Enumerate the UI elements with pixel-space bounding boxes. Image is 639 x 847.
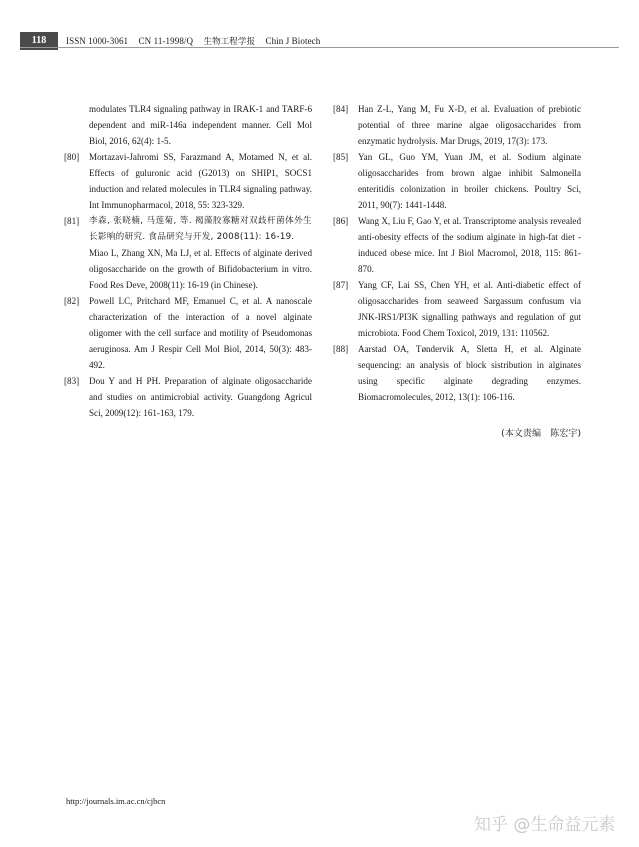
reference-text: Dou Y and H PH. Preparation of alginate oligosaccharide and studies on antimicrobial activity. Guangdong Agricul Sci, 2009(12): 161-163, 179. [89, 376, 312, 418]
reference-entry [333, 277, 581, 341]
reference-number: [83] [64, 376, 80, 386]
editor-note: (本文责编 陈宏宇) [501, 429, 581, 439]
reference-text: Yang CF, Lai SS, Chen YH, et al. Anti-diabetic effect of oligosaccharides from seaweed Sargassum confusum via JNK-IRS1/PI3K signalling pathways and regulation of gut microbiota. Food Chem Toxicol, 2019, 131: 110562. [358, 280, 581, 338]
reference-text: Yan GL, Guo YM, Yuan JM, et al. Sodium alginate oligosaccharides from brown algae inhibit Salmonella enteritidis colonization in broiler chickens. Poultry Sci, 2011, 90(7): 1441-1448. [358, 152, 581, 210]
left-reference-column [64, 101, 312, 421]
right-reference-column [333, 101, 581, 405]
reference-entry [333, 149, 581, 213]
reference-number: [82] [64, 296, 80, 306]
journal-title-en: Chin J Biotech [265, 36, 321, 46]
reference-number: [80] [64, 152, 80, 162]
reference-text: Mortazavi-Jahromi SS, Farazmand A, Motamed N, et al. Effects of guluronic acid (G2013) on SHIP1, SOCS1 induction and related molecules in TLR4 signaling pathway. Int Immunopharmacol, 2018, 55: 323-329. [89, 152, 312, 210]
cn-number: CN 11-1998/Q [138, 36, 194, 46]
reference-entry [64, 245, 312, 293]
reference-entry [333, 341, 581, 405]
reference-number: [85] [333, 152, 349, 162]
reference-text: Miao L, Zhang XN, Ma LJ, et al. Effects of alginate derived oligosaccharide on the growth of Bifidobacterium in vitro. Food Res Deve, 2008(11): 16-19 (in Chinese). [89, 248, 312, 290]
reference-entry [64, 293, 312, 373]
journal-title-cn: 生物工程学报 [203, 37, 256, 47]
issn: ISSN 1000-3061 [66, 36, 129, 46]
reference-text: 李森, 张晓楠, 马莲菊, 等. 褐藻胶寡糖对双歧杆菌体外生长影响的研究. 食品研究与开发, 2008(11): 16-19. [89, 216, 312, 242]
reference-text: Powell LC, Pritchard MF, Emanuel C, et al. A nanoscale characterization of the interaction of a novel alginate oligomer with the cell surface and motility of Pseudomonas aeruginosa. Am J Respir Cell Mol Biol, 2014, 50(3): 483-492. [89, 296, 312, 370]
reference-entry [333, 213, 581, 277]
reference-number: [88] [333, 344, 349, 354]
reference-number: [86] [333, 216, 349, 226]
journal-info [66, 35, 328, 47]
reference-text: modulates TLR4 signaling pathway in IRAK-1 and TARF-6 dependent and miR-146a independent manner. Cell Mol Biol, 2016, 62(4): 1-5. [89, 104, 312, 146]
reference-number: [87] [333, 280, 349, 290]
footer-url: http://journals.im.ac.cn/cjbcn [66, 796, 166, 806]
watermark: 知乎 @生命益元素 [474, 815, 616, 835]
reference-number: [84] [333, 104, 349, 114]
page-header [0, 0, 639, 56]
page-number: 118 [20, 32, 58, 50]
reference-entry [64, 149, 312, 213]
reference-entry [64, 101, 312, 149]
reference-entry [64, 213, 312, 245]
reference-number: [81] [64, 216, 80, 226]
header-rule [20, 47, 619, 48]
reference-text: Han Z-L, Yang M, Fu X-D, et al. Evaluation of prebiotic potential of three marine algae oligosaccharides from enzymatic hydrolysis. Mar Drugs, 2019, 17(3): 173. [358, 104, 581, 146]
reference-text: Aarstad OA, Tøndervik A, Sletta H, et al. Alginate sequencing: an analysis of block sistribution in alginates using specific alginate degrading enzymes. Biomacromolecules, 2012, 13(1): 106-116. [358, 344, 581, 402]
reference-text: Wang X, Liu F, Gao Y, et al. Transcriptome analysis revealed anti-obesity effects of the sodium alginate in high-fat diet -induced obese mice. Int J Biol Macromol, 2018, 115: 861-870. [358, 216, 581, 274]
reference-entry [333, 101, 581, 149]
reference-entry [64, 373, 312, 421]
